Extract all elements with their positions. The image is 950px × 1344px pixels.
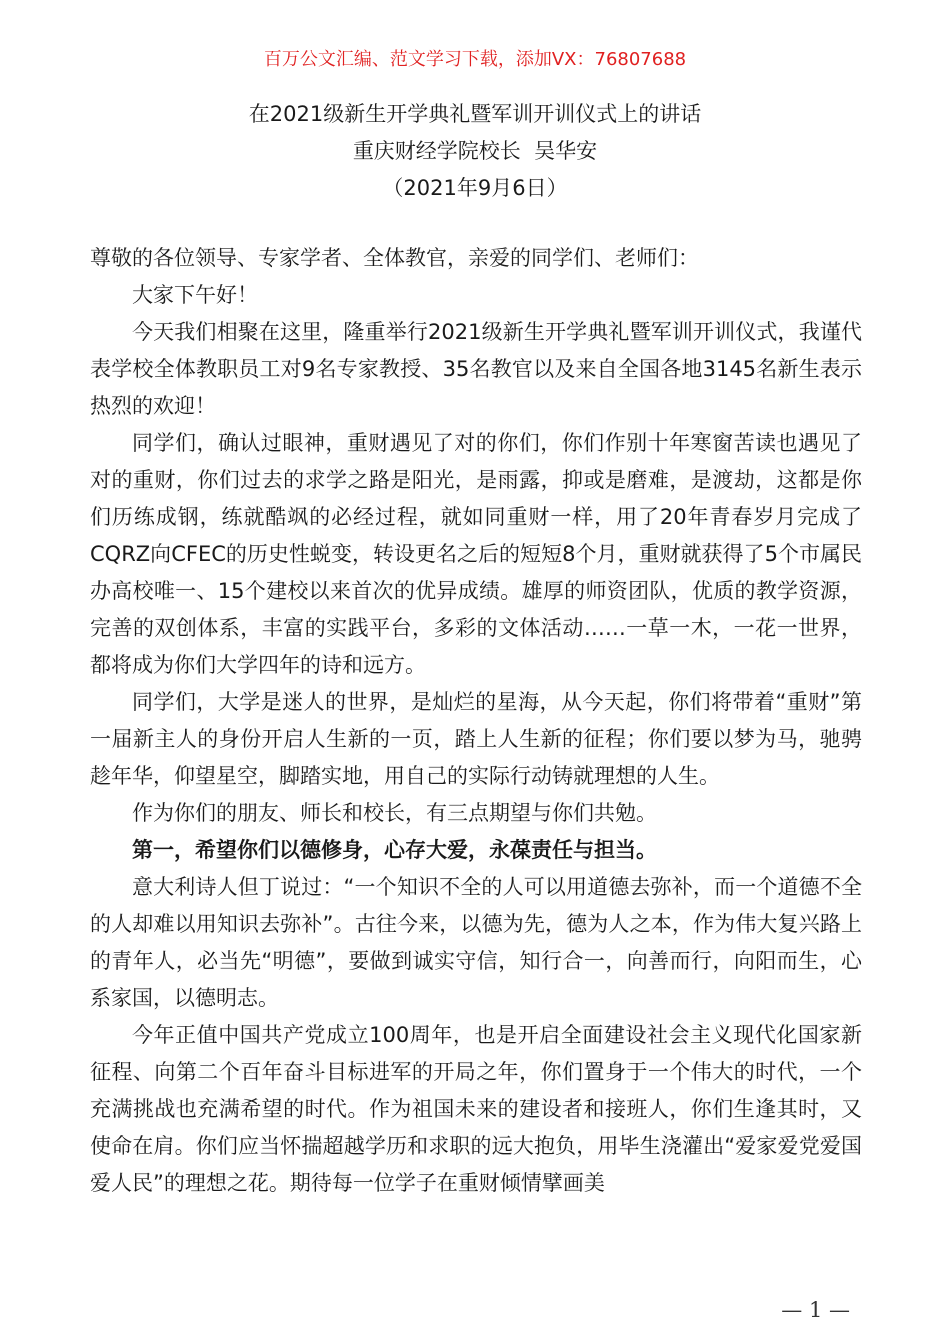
speaker-line: 重庆财经学院校长 吴华安 <box>352 139 598 163</box>
page-number: — 1 — <box>781 1298 850 1322</box>
speech-title-block <box>0 96 950 207</box>
body-paragraph: 今年正值中国共产党成立100周年，也是开启全面建设社会主义现代化国家新征程、向第二个百年奋斗目标进军的开局之年，你们置身于一个伟大的时代，一个充满挑战也充满希望的时代。作为祖国未来的建设者和接班人，你们生逢其时，又使命在肩。你们应当怀揣超越学历和求职的远大抱负，用毕生浇灌出“爱家爱党爱国爱人民”的理想之花。期待每一位学子在重财倾情擘画美 <box>90 1023 862 1195</box>
speech-date: （2021年9月6日） <box>382 176 568 200</box>
section-heading-paragraph: 第一，希望你们以德修身，心存大爱，永葆责任与担当。 <box>132 838 657 862</box>
watermark-banner: 百万公文汇编、范文学习下载，添加VX：76807688 <box>263 49 687 70</box>
salutation-paragraph: 尊敬的各位领导、专家学者、全体教官，亲爱的同学们、老师们： <box>90 246 699 270</box>
body-paragraph: 作为你们的朋友、师长和校长，有三点期望与你们共勉。 <box>132 801 657 825</box>
greeting-paragraph: 大家下午好！ <box>132 283 258 307</box>
body-paragraph: 今天我们相聚在这里，隆重举行2021级新生开学典礼暨军训开训仪式，我谨代表学校全体教职员工对9名专家教授、35名教官以及来自全国各地3145名新生表示热烈的欢迎！ <box>90 320 862 418</box>
speech-body <box>90 240 862 1202</box>
body-paragraph: 意大利诗人但丁说过：“一个知识不全的人可以用道德去弥补，而一个道德不全的人却难以用知识去弥补”。古往今来，以德为先，德为人之本，作为伟大复兴路上的青年人，必当先“明德”，要做到诚实守信，知行合一，向善而行，向阳而生，心系家国，以德明志。 <box>90 875 862 1010</box>
speech-title: 在2021级新生开学典礼暨军训开训仪式上的讲话 <box>248 102 702 126</box>
body-paragraph: 同学们，大学是迷人的世界，是灿烂的星海，从今天起，你们将带着“重财”第一届新主人的身份开启人生新的一页，踏上人生新的征程；你们要以梦为马，驰骋趁年华，仰望星空，脚踏实地，用自己的实际行动铸就理想的人生。 <box>90 690 862 788</box>
body-paragraph: 同学们，确认过眼神，重财遇见了对的你们，你们作别十年寒窗苦读也遇见了对的重财，你们过去的求学之路是阳光，是雨露，抑或是磨难，是渡劫，这都是你们历练成钢，练就酷飒的必经过程，就如同重财一样，用了20年青春岁月完成了CQRZ向CFEC的历史性蜕变，转设更名之后的短短8个月，重财就获得了5个市属民办高校唯一、15个建校以来首次的优异成绩。雄厚的师资团队，优质的教学资源，完善的双创体系，丰富的实践平台，多彩的文体活动……一草一木，一花一世界，都将成为你们大学四年的诗和远方。 <box>90 431 862 677</box>
